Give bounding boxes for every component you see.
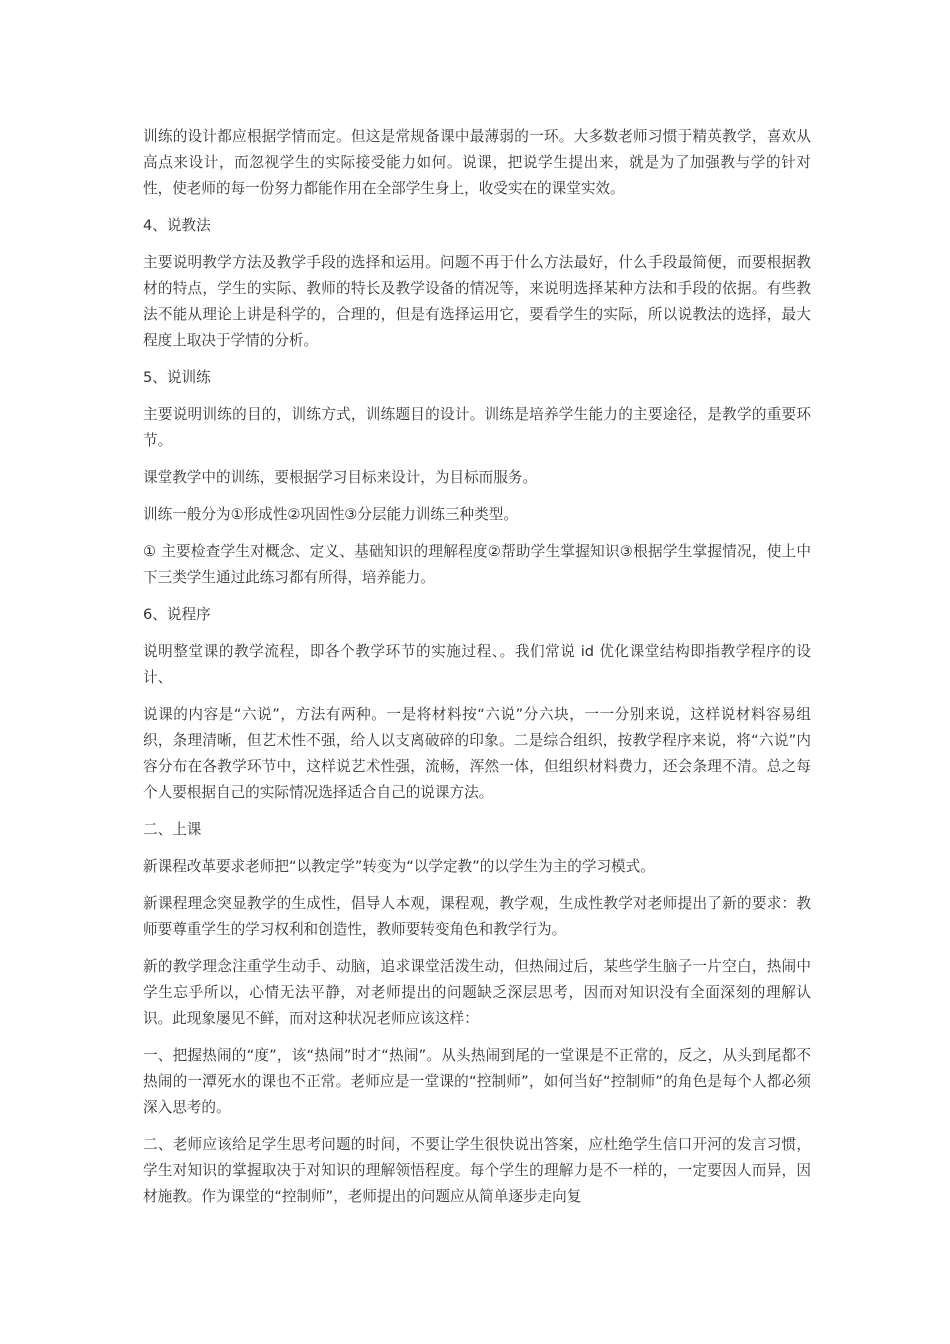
paragraph-curriculum-reform: 新课程改革要求老师把“以教定学”转变为“以学定教”的以学生为主的学习模式。	[143, 858, 655, 875]
paragraph-teaching-method: 主要说明教学方法及教学手段的选择和运用。问题不再于什么方法最好，什么手段最简便，而要根据教材的特点，学生的实际、教师的特长及教学设备的情况等，来说明选择某种方法和手段的依据。有些教法不能从理论上讲是科学的，合理的，但是有选择运用它，要看学生的实际，所以说教法的选择，最大程度上取决于学情的分析。	[143, 254, 811, 349]
paragraph-generative-teaching: 新课程理念突显教学的生成性，倡导人本观，课程观，教学观，生成性教学对老师提出了新的要求：教师要尊重学生的学习权利和创造性，教师要转变角色和教学行为。	[143, 895, 811, 938]
heading-teaching-method: 4、说教法	[143, 217, 211, 234]
paragraph-training-types: 训练一般分为①形成性②巩固性③分层能力训练三种类型。	[143, 506, 518, 523]
paragraph-training-purpose: 主要说明训练的目的，训练方式，训练题目的设计。训练是培养学生能力的主要途径，是教学的重要环节。	[143, 406, 811, 449]
paragraph-thinking-time: 二、老师应该给足学生思考问题的时间，不要让学生很快说出答案，应杜绝学生信口开河的发言习惯，学生对知识的掌握取决于对知识的理解领悟程度。每个学生的理解力是不一样的，一定要因人而异，因材施教。作为课堂的“控制师”，老师提出的问题应从简单逐步走向复	[143, 1136, 811, 1205]
paragraph-classroom-training: 课堂教学中的训练，要根据学习目标来设计，为目标而服务。	[143, 469, 538, 486]
heading-procedure: 6、说程序	[143, 606, 211, 623]
paragraph-new-concepts: 新的教学理念注重学生动手、动脑，追求课堂活泼生动，但热闹过后，某些学生脑子一片空白，热闹中学生忘乎所以，心情无法平静，对老师提出的问题缺乏深层思考，因而对知识没有全面深刻的理解认识。此现象屡见不鲜，而对这种状况老师应该这样：	[143, 958, 811, 1027]
paragraph-procedure: 说明整堂课的教学流程，即各个教学环节的实施过程、。我们常说 id 优化课堂结构即指教学程序的设计、	[143, 643, 811, 686]
heading-training: 5、说训练	[143, 369, 211, 386]
document-body	[143, 124, 811, 1221]
paragraph-six-topics: 说课的内容是“六说”，方法有两种。一是将材料按“六说”分六块，一一分别来说，这样说材料容易组织，条理清晰，但艺术性不强，给人以支离破碎的印象。二是综合组织，按教学程序来说，将“六说”内容分布在各教学环节中，这样说艺术性强，流畅，浑然一体，但组织材料费力，还会条理不清。总之每个人要根据自己的实际情况选择适合自己的说课方法。	[143, 706, 811, 801]
heading-class: 二、上课	[143, 821, 202, 838]
paragraph-control-excitement: 一、把握热闹的“度”，该“热闹”时才“热闹”。从头热闹到尾的一堂课是不正常的，反之，从头到尾都不热闹的一潭死水的课也不正常。老师应是一堂课的“控制师”，如何当好“控制师”的角色是每个人都必须深入思考的。	[143, 1047, 811, 1116]
paragraph-training-details: ① 主要检查学生对概念、定义、基础知识的理解程度②帮助学生掌握知识③根据学生掌握情况，使上中下三类学生通过此练习都有所得，培养能力。	[143, 543, 811, 586]
paragraph-design-by-learning: 训练的设计都应根据学情而定。但这是常规备课中最薄弱的一环。大多数老师习惯于精英教学，喜欢从高点来设计，而忽视学生的实际接受能力如何。说课，把说学生提出来，就是为了加强教与学的针对性，使老师的每一份努力都能作用在全部学生身上，收受实在的课堂实效。	[143, 128, 811, 197]
